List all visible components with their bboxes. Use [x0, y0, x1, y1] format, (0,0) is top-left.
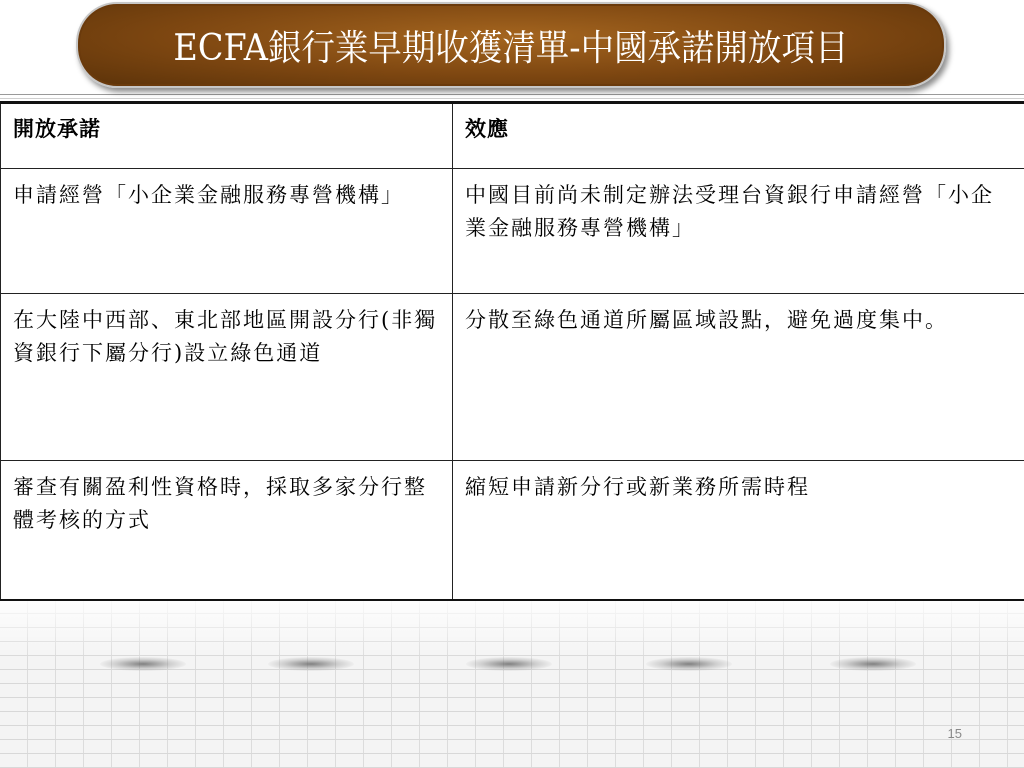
background-floor-fade	[0, 600, 1024, 660]
table-row	[1, 461, 1024, 601]
slide-title-banner	[76, 2, 946, 88]
floor-spotlight	[466, 657, 552, 671]
header-rule	[0, 94, 1024, 95]
cell-effect: 分散至綠色通道所屬區域設點，避免過度集中。	[453, 294, 1024, 461]
header-rule-secondary	[0, 98, 1024, 99]
header-effect: 效應	[453, 103, 1024, 169]
table-header-row	[1, 103, 1024, 169]
floor-spotlight	[830, 657, 916, 671]
header-commitment: 開放承諾	[1, 103, 453, 169]
page-number: 15	[947, 726, 962, 741]
floor-spotlight	[268, 657, 354, 671]
cell-commitment: 在大陸中西部、東北部地區開設分行(非獨資銀行下屬分行)設立綠色通道	[1, 294, 453, 461]
slide-title: ECFA銀行業早期收獲清單-中國承諾開放項目	[173, 27, 849, 69]
commitments-table-container	[0, 101, 1024, 601]
cell-commitment: 審查有關盈利性資格時，採取多家分行整體考核的方式	[1, 461, 453, 601]
table-row	[1, 294, 1024, 461]
cell-commitment: 申請經營「小企業金融服務專營機構」	[1, 169, 453, 294]
floor-spotlight	[646, 657, 732, 671]
cell-effect: 中國目前尚未制定辦法受理台資銀行申請經營「小企業金融服務專營機構」	[453, 169, 1024, 294]
table-row	[1, 169, 1024, 294]
commitments-table	[0, 101, 1024, 601]
floor-spotlight	[100, 657, 186, 671]
cell-effect: 縮短申請新分行或新業務所需時程	[453, 461, 1024, 601]
